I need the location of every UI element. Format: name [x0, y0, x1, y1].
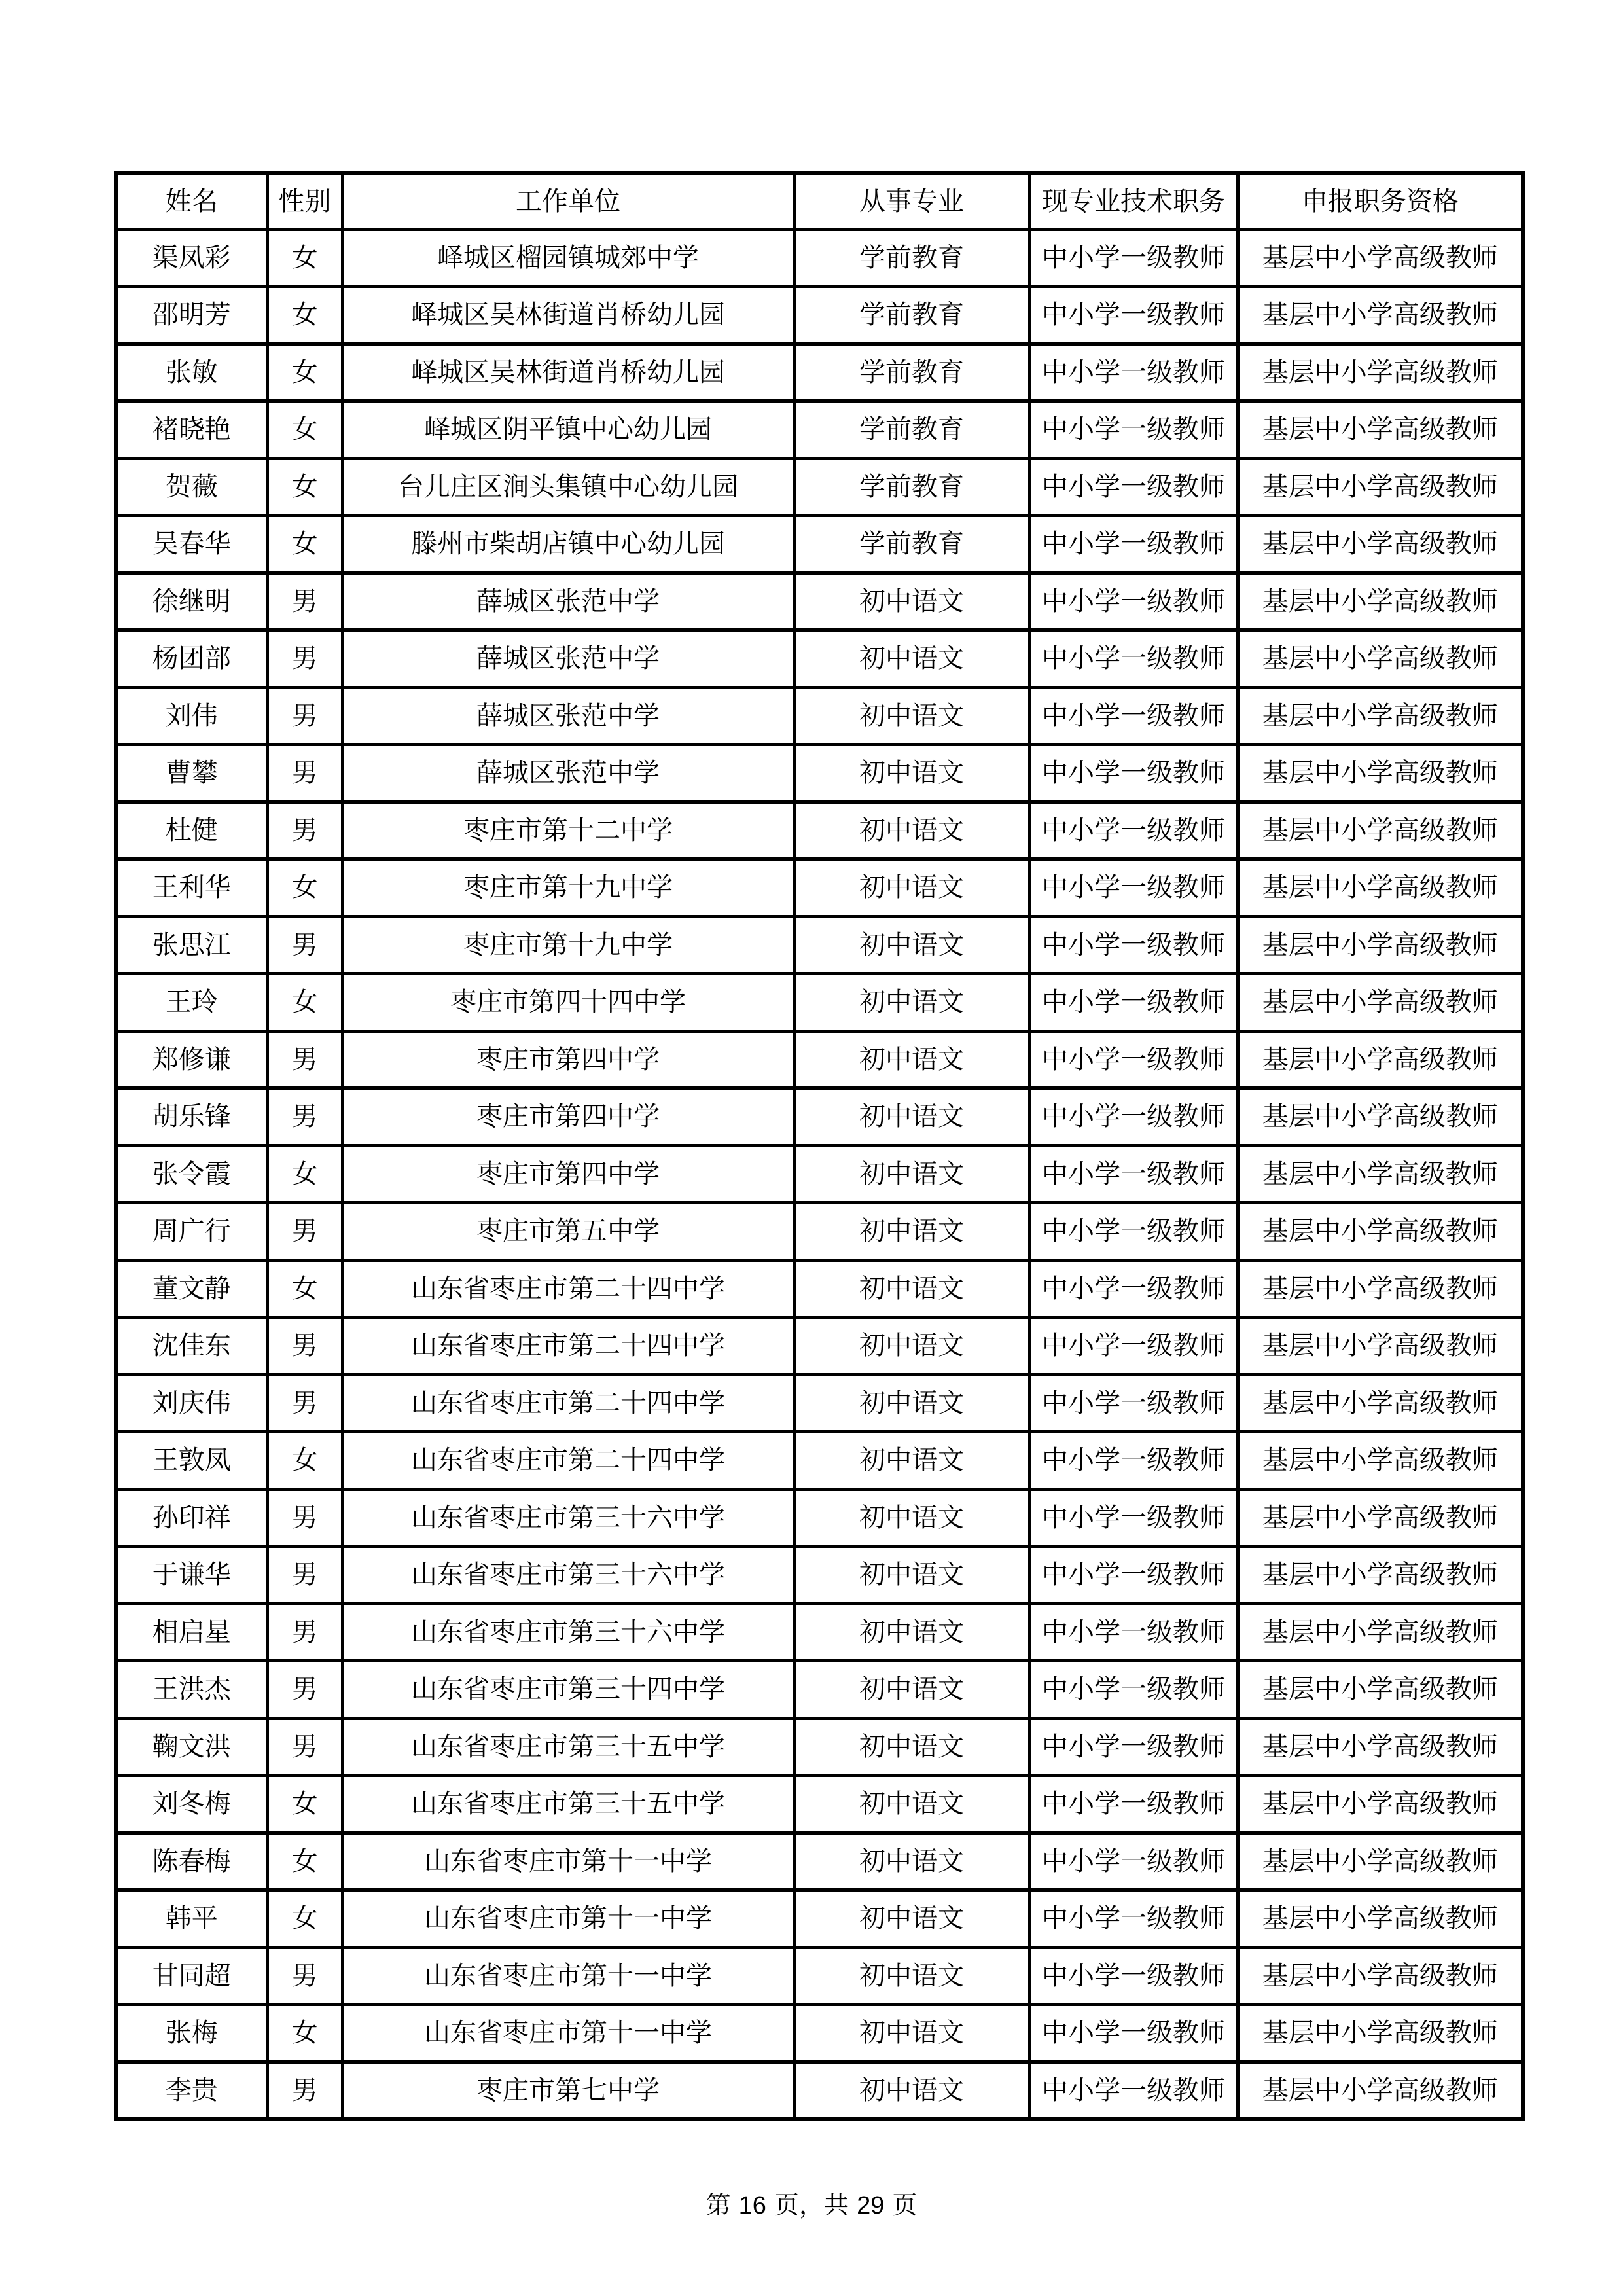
cell-major: 初中语文: [794, 1088, 1029, 1146]
table-row: [116, 516, 1523, 573]
cell-work-unit: 山东省枣庄市第十一中学: [342, 1890, 794, 1948]
page-footer: [0, 2193, 1623, 2218]
cell-name: 刘冬梅: [116, 1776, 267, 1833]
cell-apply-title: 基层中小学高级教师: [1238, 573, 1523, 630]
cell-apply-title: 基层中小学高级教师: [1238, 1031, 1523, 1088]
cell-current-title: 中小学一级教师: [1029, 516, 1238, 573]
cell-major: 初中语文: [794, 1145, 1029, 1203]
table-row: [116, 229, 1523, 287]
table-row: [116, 1661, 1523, 1719]
cell-gender: 男: [267, 1374, 342, 1432]
cell-work-unit: 枣庄市第四中学: [342, 1145, 794, 1203]
cell-apply-title: 基层中小学高级教师: [1238, 516, 1523, 573]
cell-apply-title: 基层中小学高级教师: [1238, 745, 1523, 802]
cell-work-unit: 枣庄市第十九中学: [342, 916, 794, 974]
cell-apply-title: 基层中小学高级教师: [1238, 458, 1523, 516]
cell-name: 张敏: [116, 344, 267, 401]
table-row: [116, 1088, 1523, 1146]
table-row: [116, 401, 1523, 459]
cell-name: 渠凤彩: [116, 229, 267, 287]
cell-gender: 男: [267, 1318, 342, 1375]
cell-apply-title: 基层中小学高级教师: [1238, 1833, 1523, 1890]
cell-major: 初中语文: [794, 573, 1029, 630]
cell-apply-title: 基层中小学高级教师: [1238, 1374, 1523, 1432]
table-row: [116, 1318, 1523, 1375]
cell-current-title: 中小学一级教师: [1029, 229, 1238, 287]
table-row: [116, 1260, 1523, 1318]
cell-work-unit: 枣庄市第四十四中学: [342, 974, 794, 1031]
cell-work-unit: 薛城区张范中学: [342, 573, 794, 630]
cell-major: 初中语文: [794, 1718, 1029, 1776]
cell-apply-title: 基层中小学高级教师: [1238, 1203, 1523, 1261]
applicant-table: [114, 171, 1525, 2121]
table-row: [116, 630, 1523, 688]
cell-work-unit: 枣庄市第七中学: [342, 2062, 794, 2119]
cell-major: 学前教育: [794, 401, 1029, 459]
cell-work-unit: 山东省枣庄市第三十五中学: [342, 1718, 794, 1776]
cell-name: 邵明芳: [116, 287, 267, 344]
cell-work-unit: 山东省枣庄市第十一中学: [342, 1947, 794, 2005]
cell-major: 初中语文: [794, 1833, 1029, 1890]
cell-apply-title: 基层中小学高级教师: [1238, 1318, 1523, 1375]
cell-gender: 男: [267, 1604, 342, 1661]
cell-major: 初中语文: [794, 974, 1029, 1031]
table-row: [116, 974, 1523, 1031]
header-apply-title: 申报职务资格: [1238, 173, 1523, 229]
cell-apply-title: 基层中小学高级教师: [1238, 229, 1523, 287]
cell-current-title: 中小学一级教师: [1029, 974, 1238, 1031]
cell-gender: 女: [267, 458, 342, 516]
cell-current-title: 中小学一级教师: [1029, 1833, 1238, 1890]
cell-gender: 女: [267, 401, 342, 459]
cell-apply-title: 基层中小学高级教师: [1238, 859, 1523, 917]
cell-current-title: 中小学一级教师: [1029, 573, 1238, 630]
cell-work-unit: 山东省枣庄市第三十六中学: [342, 1604, 794, 1661]
cell-work-unit: 山东省枣庄市第三十四中学: [342, 1661, 794, 1719]
cell-current-title: 中小学一级教师: [1029, 745, 1238, 802]
cell-gender: 女: [267, 1776, 342, 1833]
table-row: [116, 687, 1523, 745]
cell-current-title: 中小学一级教师: [1029, 687, 1238, 745]
table-row: [116, 1374, 1523, 1432]
footer-middle: 页，共: [774, 2191, 849, 2219]
table-row: [116, 1031, 1523, 1088]
cell-apply-title: 基层中小学高级教师: [1238, 1718, 1523, 1776]
cell-name: 贺薇: [116, 458, 267, 516]
cell-work-unit: 山东省枣庄市第二十四中学: [342, 1432, 794, 1490]
table-row: [116, 859, 1523, 917]
cell-current-title: 中小学一级教师: [1029, 1604, 1238, 1661]
cell-major: 初中语文: [794, 2005, 1029, 2062]
cell-name: 胡乐锋: [116, 1088, 267, 1146]
cell-major: 初中语文: [794, 1947, 1029, 2005]
cell-current-title: 中小学一级教师: [1029, 2005, 1238, 2062]
table-row: [116, 1547, 1523, 1604]
cell-work-unit: 枣庄市第十二中学: [342, 802, 794, 859]
cell-current-title: 中小学一级教师: [1029, 344, 1238, 401]
cell-current-title: 中小学一级教师: [1029, 1776, 1238, 1833]
cell-gender: 女: [267, 859, 342, 917]
cell-gender: 男: [267, 1031, 342, 1088]
cell-current-title: 中小学一级教师: [1029, 2062, 1238, 2119]
table-row: [116, 1890, 1523, 1948]
cell-major: 初中语文: [794, 1374, 1029, 1432]
cell-major: 学前教育: [794, 287, 1029, 344]
cell-work-unit: 山东省枣庄市第三十五中学: [342, 1776, 794, 1833]
table-row: [116, 458, 1523, 516]
cell-major: 初中语文: [794, 1260, 1029, 1318]
cell-gender: 男: [267, 916, 342, 974]
cell-gender: 女: [267, 974, 342, 1031]
cell-name: 刘庆伟: [116, 1374, 267, 1432]
cell-major: 初中语文: [794, 1432, 1029, 1490]
cell-work-unit: 山东省枣庄市第十一中学: [342, 1833, 794, 1890]
footer-prefix: 第: [705, 2191, 731, 2219]
cell-gender: 女: [267, 1432, 342, 1490]
cell-gender: 男: [267, 1947, 342, 2005]
table-row: [116, 1833, 1523, 1890]
cell-major: 初中语文: [794, 859, 1029, 917]
footer-suffix: 页: [892, 2191, 918, 2219]
cell-apply-title: 基层中小学高级教师: [1238, 1604, 1523, 1661]
cell-current-title: 中小学一级教师: [1029, 1547, 1238, 1604]
cell-name: 甘同超: [116, 1947, 267, 2005]
cell-gender: 女: [267, 287, 342, 344]
cell-major: 学前教育: [794, 344, 1029, 401]
header-major: 从事专业: [794, 173, 1029, 229]
cell-work-unit: 山东省枣庄市第三十六中学: [342, 1547, 794, 1604]
cell-apply-title: 基层中小学高级教师: [1238, 687, 1523, 745]
cell-apply-title: 基层中小学高级教师: [1238, 287, 1523, 344]
table-row: [116, 1489, 1523, 1547]
table-row: [116, 1604, 1523, 1661]
cell-apply-title: 基层中小学高级教师: [1238, 401, 1523, 459]
cell-name: 杜健: [116, 802, 267, 859]
cell-current-title: 中小学一级教师: [1029, 1890, 1238, 1948]
cell-name: 王敦凤: [116, 1432, 267, 1490]
cell-major: 学前教育: [794, 229, 1029, 287]
cell-name: 张梅: [116, 2005, 267, 2062]
cell-gender: 男: [267, 745, 342, 802]
cell-current-title: 中小学一级教师: [1029, 287, 1238, 344]
cell-work-unit: 峄城区榴园镇城郊中学: [342, 229, 794, 287]
table-row: [116, 2005, 1523, 2062]
cell-work-unit: 薛城区张范中学: [342, 745, 794, 802]
cell-major: 初中语文: [794, 916, 1029, 974]
header-work-unit: 工作单位: [342, 173, 794, 229]
cell-apply-title: 基层中小学高级教师: [1238, 2062, 1523, 2119]
cell-work-unit: 峄城区吴林街道肖桥幼儿园: [342, 287, 794, 344]
table-row: [116, 1947, 1523, 2005]
cell-name: 王玲: [116, 974, 267, 1031]
cell-apply-title: 基层中小学高级教师: [1238, 1489, 1523, 1547]
cell-name: 沈佳东: [116, 1318, 267, 1375]
cell-gender: 女: [267, 1145, 342, 1203]
cell-work-unit: 山东省枣庄市第二十四中学: [342, 1374, 794, 1432]
cell-gender: 男: [267, 1203, 342, 1261]
cell-apply-title: 基层中小学高级教师: [1238, 1947, 1523, 2005]
cell-name: 徐继明: [116, 573, 267, 630]
table-row: [116, 1718, 1523, 1776]
table-row: [116, 1432, 1523, 1490]
cell-work-unit: 薛城区张范中学: [342, 630, 794, 688]
cell-apply-title: 基层中小学高级教师: [1238, 802, 1523, 859]
table-row: [116, 573, 1523, 630]
cell-major: 初中语文: [794, 802, 1029, 859]
cell-work-unit: 滕州市柴胡店镇中心幼儿园: [342, 516, 794, 573]
cell-major: 初中语文: [794, 1661, 1029, 1719]
cell-work-unit: 山东省枣庄市第十一中学: [342, 2005, 794, 2062]
cell-name: 王利华: [116, 859, 267, 917]
table-row: [116, 2062, 1523, 2119]
cell-major: 初中语文: [794, 1031, 1029, 1088]
cell-current-title: 中小学一级教师: [1029, 1489, 1238, 1547]
table-row: [116, 344, 1523, 401]
cell-current-title: 中小学一级教师: [1029, 1088, 1238, 1146]
cell-major: 初中语文: [794, 630, 1029, 688]
cell-apply-title: 基层中小学高级教师: [1238, 916, 1523, 974]
cell-current-title: 中小学一级教师: [1029, 1260, 1238, 1318]
cell-major: 学前教育: [794, 458, 1029, 516]
cell-gender: 女: [267, 516, 342, 573]
cell-name: 郑修谦: [116, 1031, 267, 1088]
cell-major: 初中语文: [794, 687, 1029, 745]
cell-name: 董文静: [116, 1260, 267, 1318]
cell-gender: 男: [267, 687, 342, 745]
header-gender: 性别: [267, 173, 342, 229]
cell-apply-title: 基层中小学高级教师: [1238, 1890, 1523, 1948]
cell-current-title: 中小学一级教师: [1029, 630, 1238, 688]
cell-gender: 女: [267, 2005, 342, 2062]
cell-name: 杨团部: [116, 630, 267, 688]
cell-current-title: 中小学一级教师: [1029, 1947, 1238, 2005]
cell-work-unit: 山东省枣庄市第二十四中学: [342, 1260, 794, 1318]
cell-gender: 男: [267, 1718, 342, 1776]
cell-current-title: 中小学一级教师: [1029, 1718, 1238, 1776]
cell-current-title: 中小学一级教师: [1029, 859, 1238, 917]
cell-major: 初中语文: [794, 2062, 1029, 2119]
table-row: [116, 916, 1523, 974]
cell-gender: 女: [267, 1890, 342, 1948]
table-row: [116, 1776, 1523, 1833]
cell-work-unit: 枣庄市第五中学: [342, 1203, 794, 1261]
cell-current-title: 中小学一级教师: [1029, 1031, 1238, 1088]
cell-gender: 男: [267, 802, 342, 859]
cell-major: 学前教育: [794, 516, 1029, 573]
cell-gender: 男: [267, 573, 342, 630]
cell-gender: 男: [267, 1088, 342, 1146]
cell-work-unit: 枣庄市第四中学: [342, 1088, 794, 1146]
cell-apply-title: 基层中小学高级教师: [1238, 1432, 1523, 1490]
cell-work-unit: 枣庄市第四中学: [342, 1031, 794, 1088]
total-page-count: 29: [857, 2192, 885, 2219]
cell-major: 初中语文: [794, 1890, 1029, 1948]
table-body: [116, 229, 1523, 2119]
cell-gender: 男: [267, 1547, 342, 1604]
cell-current-title: 中小学一级教师: [1029, 1318, 1238, 1375]
cell-name: 相启星: [116, 1604, 267, 1661]
cell-gender: 女: [267, 1260, 342, 1318]
cell-major: 初中语文: [794, 1489, 1029, 1547]
table-row: [116, 1203, 1523, 1261]
cell-current-title: 中小学一级教师: [1029, 1661, 1238, 1719]
cell-apply-title: 基层中小学高级教师: [1238, 1260, 1523, 1318]
cell-gender: 女: [267, 1833, 342, 1890]
cell-work-unit: 枣庄市第十九中学: [342, 859, 794, 917]
cell-apply-title: 基层中小学高级教师: [1238, 1547, 1523, 1604]
cell-name: 李贵: [116, 2062, 267, 2119]
cell-apply-title: 基层中小学高级教师: [1238, 1661, 1523, 1719]
cell-apply-title: 基层中小学高级教师: [1238, 630, 1523, 688]
cell-work-unit: 薛城区张范中学: [342, 687, 794, 745]
cell-name: 张令霞: [116, 1145, 267, 1203]
cell-name: 王洪杰: [116, 1661, 267, 1719]
cell-gender: 男: [267, 1489, 342, 1547]
cell-name: 刘伟: [116, 687, 267, 745]
cell-apply-title: 基层中小学高级教师: [1238, 2005, 1523, 2062]
header-name: 姓名: [116, 173, 267, 229]
cell-gender: 男: [267, 630, 342, 688]
cell-current-title: 中小学一级教师: [1029, 1145, 1238, 1203]
cell-current-title: 中小学一级教师: [1029, 458, 1238, 516]
table-row: [116, 745, 1523, 802]
cell-work-unit: 山东省枣庄市第二十四中学: [342, 1318, 794, 1375]
cell-name: 孙印祥: [116, 1489, 267, 1547]
cell-name: 张思江: [116, 916, 267, 974]
cell-current-title: 中小学一级教师: [1029, 1203, 1238, 1261]
cell-apply-title: 基层中小学高级教师: [1238, 974, 1523, 1031]
cell-major: 初中语文: [794, 745, 1029, 802]
cell-work-unit: 峄城区吴林街道肖桥幼儿园: [342, 344, 794, 401]
cell-apply-title: 基层中小学高级教师: [1238, 1088, 1523, 1146]
cell-name: 吴春华: [116, 516, 267, 573]
cell-apply-title: 基层中小学高级教师: [1238, 1776, 1523, 1833]
cell-major: 初中语文: [794, 1203, 1029, 1261]
cell-gender: 男: [267, 2062, 342, 2119]
cell-name: 褚晓艳: [116, 401, 267, 459]
cell-gender: 女: [267, 344, 342, 401]
cell-current-title: 中小学一级教师: [1029, 1374, 1238, 1432]
cell-current-title: 中小学一级教师: [1029, 916, 1238, 974]
cell-work-unit: 山东省枣庄市第三十六中学: [342, 1489, 794, 1547]
cell-current-title: 中小学一级教师: [1029, 802, 1238, 859]
cell-work-unit: 台儿庄区涧头集镇中心幼儿园: [342, 458, 794, 516]
cell-name: 陈春梅: [116, 1833, 267, 1890]
cell-gender: 男: [267, 1661, 342, 1719]
cell-major: 初中语文: [794, 1547, 1029, 1604]
header-current-title: 现专业技术职务: [1029, 173, 1238, 229]
cell-major: 初中语文: [794, 1604, 1029, 1661]
cell-name: 曹攀: [116, 745, 267, 802]
cell-gender: 女: [267, 229, 342, 287]
current-page-number: 16: [738, 2192, 766, 2219]
cell-current-title: 中小学一级教师: [1029, 401, 1238, 459]
table-row: [116, 1145, 1523, 1203]
cell-apply-title: 基层中小学高级教师: [1238, 344, 1523, 401]
cell-work-unit: 峄城区阴平镇中心幼儿园: [342, 401, 794, 459]
cell-current-title: 中小学一级教师: [1029, 1432, 1238, 1490]
table-row: [116, 287, 1523, 344]
table-row: [116, 802, 1523, 859]
cell-major: 初中语文: [794, 1776, 1029, 1833]
cell-name: 鞠文洪: [116, 1718, 267, 1776]
cell-name: 韩平: [116, 1890, 267, 1948]
cell-name: 于谦华: [116, 1547, 267, 1604]
table-header-row: [116, 173, 1523, 229]
cell-apply-title: 基层中小学高级教师: [1238, 1145, 1523, 1203]
cell-major: 初中语文: [794, 1318, 1029, 1375]
cell-name: 周广行: [116, 1203, 267, 1261]
